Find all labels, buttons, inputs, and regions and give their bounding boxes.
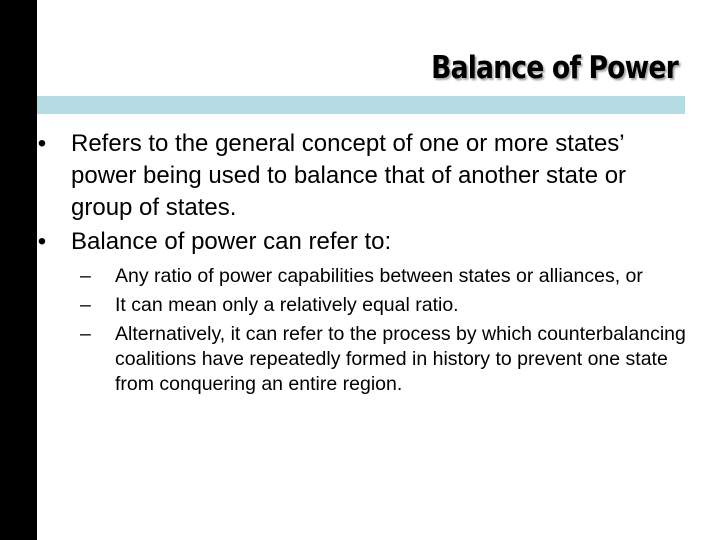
bullet-marker-icon: • — [37, 130, 47, 157]
sub-bullet-list — [71, 264, 690, 397]
bullet-item — [30, 128, 690, 224]
bullet-text: Balance of power can refer to: — [71, 228, 392, 255]
sub-bullet-item — [75, 293, 690, 318]
slide-body — [30, 128, 690, 401]
dash-marker-icon: – — [80, 265, 91, 287]
sub-bullet-item — [75, 264, 690, 289]
sub-bullet-text: Any ratio of power capabilities between states or alliances, or — [115, 265, 643, 287]
bullet-text: Refers to the general concept of one or more states’ power being used to balance that of another state or group of states. — [71, 130, 627, 221]
title-underline-bar — [37, 96, 685, 114]
bullet-list — [30, 128, 690, 397]
dash-marker-icon: – — [80, 294, 91, 316]
bullet-item — [30, 226, 690, 397]
sub-bullet-item — [75, 322, 690, 397]
sub-bullet-text: Alternatively, it can refer to the process by which counterbalancing coalitions have repeatedly formed in history to prevent one state from conquering an entire region. — [115, 323, 686, 395]
slide-title: Balance of Power — [431, 50, 678, 86]
sub-bullet-text: It can mean only a relatively equal ratio. — [115, 294, 459, 316]
bullet-marker-icon: • — [37, 228, 47, 255]
dash-marker-icon: – — [80, 323, 91, 345]
